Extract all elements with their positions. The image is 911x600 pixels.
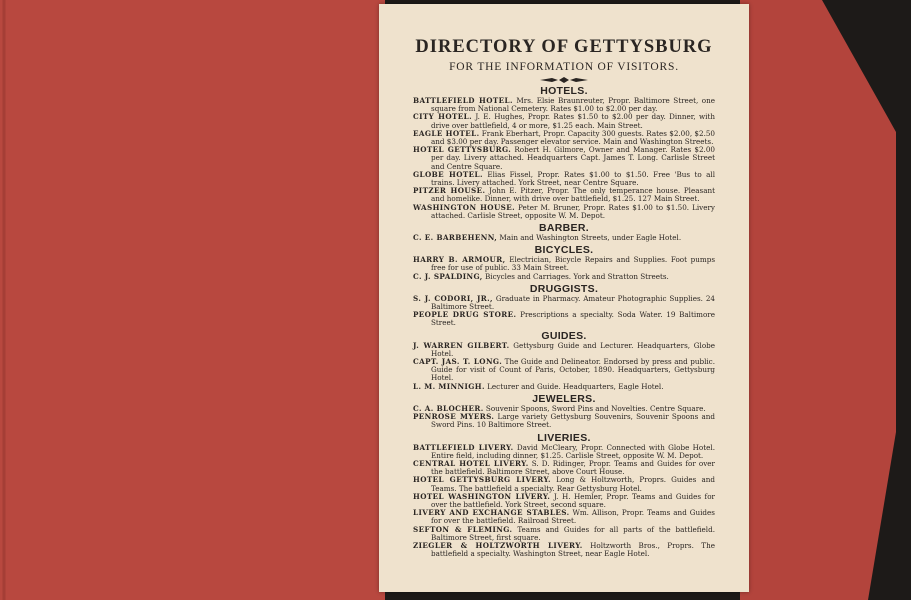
directory-entry bbox=[413, 526, 715, 542]
entry-name: HOTEL WASHINGTON LIVERY. bbox=[413, 491, 551, 501]
entry-name: BATTLEFIELD HOTEL. bbox=[413, 96, 513, 105]
entry-name: PITZER HOUSE. bbox=[413, 186, 486, 196]
entry-name: LIVERY AND EXCHANGE STABLES. bbox=[413, 508, 570, 518]
entry-text: John E. Pitzer, Propr. The only temperance house. Pleasant and homelike. Dinner, with drive over battlefield, $1.25. 127 Main Street. bbox=[431, 186, 716, 204]
directory-entry bbox=[413, 171, 715, 187]
entry-name: HARRY B. ARMOUR, bbox=[413, 255, 506, 265]
entry-text: Gettysburg Guide and Lecturer. Headquarters, Globe Hotel. bbox=[431, 340, 716, 358]
section-liveries bbox=[413, 432, 715, 559]
directory-entry bbox=[413, 413, 715, 429]
section-heading: HOTELS. bbox=[540, 85, 588, 97]
entry-text: Graduate in Pharmacy. Amateur Photographic Supplies. 24 Baltimore Street. bbox=[431, 293, 715, 312]
entry-text: Main and Washington Streets, under Eagle Hotel. bbox=[497, 233, 682, 243]
directory-page bbox=[379, 4, 749, 592]
directory-entry bbox=[413, 358, 715, 383]
entry-text: Peter M. Bruner, Propr. Rates $1.00 to $1.50. Livery attached. Carlisle Street, opposite W. M. Depot. bbox=[431, 202, 715, 220]
entry-name: SEFTON & FLEMING. bbox=[413, 524, 513, 534]
directory-entry bbox=[413, 444, 715, 460]
entry-name: C. A. BLOCHER. bbox=[413, 403, 484, 413]
directory-entry bbox=[413, 234, 715, 242]
entry-name: CITY HOTEL. bbox=[413, 112, 472, 122]
entry-name: EAGLE HOTEL. bbox=[413, 128, 480, 138]
cover-left-panel bbox=[0, 0, 385, 600]
directory-entry bbox=[413, 295, 715, 311]
section-heading: BARBER. bbox=[539, 222, 589, 235]
section-guides bbox=[413, 330, 715, 391]
section-heading: LIVERIES. bbox=[537, 431, 591, 444]
section-druggists bbox=[413, 283, 715, 328]
entry-text: Teams and Guides for all parts of the battlefield. Baltimore Street, first square. bbox=[431, 524, 715, 542]
directory-entry bbox=[413, 204, 715, 220]
entry-text: Wm. Allison, Propr. Teams and Guides for over the battlefield. Railroad Street. bbox=[431, 508, 715, 526]
entry-text: Mrs. Elsie Braunreuter, Propr. Baltimore Street, one square from National Cemetery. Rates $1.00 to $2.00 per day. bbox=[431, 96, 715, 114]
entry-name: CENTRAL HOTEL LIVERY. bbox=[413, 458, 529, 468]
entry-name: CAPT. JAS. T. LONG. bbox=[413, 357, 503, 367]
directory-entry bbox=[413, 493, 715, 509]
entry-text: Robert H. Gilmore, Owner and Manager. Rates $2.00 per day. Livery attached. Headquarters Capt. James T. Long. Carlisle Street and Centre Square. bbox=[431, 145, 715, 171]
entry-name: PENROSE MYERS. bbox=[413, 412, 495, 422]
entry-name: L. M. MINNIGH. bbox=[413, 381, 485, 391]
entry-text: Large variety Gettysburg Souvenirs, Souvenir Spoons and Sword Pins. 10 Baltimore Street. bbox=[431, 412, 716, 430]
directory-entry bbox=[413, 342, 715, 358]
section-heading: JEWELERS. bbox=[532, 392, 596, 405]
entry-text: Electrician, Bicycle Repairs and Supplies. Foot pumps free for use of public. 33 Main Street. bbox=[431, 255, 716, 273]
entry-text: David McCleary, Propr. Connected with Globe Hotel. Entire field, including dinner, $1.25. Carlisle Street, opposite W. M. Depot. bbox=[431, 442, 715, 460]
entry-text: Prescriptions a specialty. Soda Water. 19 Baltimore Street. bbox=[431, 310, 715, 328]
section-jewelers bbox=[413, 393, 715, 430]
directory-entry bbox=[413, 187, 715, 203]
directory-entry bbox=[413, 542, 715, 558]
section-barber bbox=[413, 222, 715, 242]
page-title: DIRECTORY OF GETTYSBURG bbox=[415, 37, 713, 57]
directory-entry bbox=[413, 146, 715, 171]
entry-text: S. D. Ridinger, Propr. Teams and Guides for over the battlefield. Baltimore Street, above Court House. bbox=[431, 458, 715, 477]
section-heading: DRUGGISTS. bbox=[529, 282, 599, 295]
entry-name: S. J. CODORI, JR., bbox=[413, 293, 493, 303]
directory-entry bbox=[413, 130, 715, 146]
entry-text: Lecturer and Guide. Headquarters, Eagle Hotel. bbox=[484, 381, 664, 391]
section-heading: BICYCLES. bbox=[534, 244, 594, 257]
entry-text: J. E. Hughes, Propr. Rates $1.50 to $2.00 per day. Dinner, with drive over battlefield, 4 or more, $1.25 each. Main Street. bbox=[431, 112, 715, 130]
directory-entry bbox=[413, 113, 715, 129]
page-subtitle: FOR THE INFORMATION OF VISITORS. bbox=[449, 61, 679, 73]
entry-text: Souvenir Spoons, Sword Pins and Novelties. Centre Square. bbox=[483, 403, 706, 413]
entry-name: ZIEGLER & HOLTZWORTH LIVERY. bbox=[413, 540, 583, 550]
entry-text: The Guide and Delineator. Endorsed by press and public. Guide for visit of Count of Paris, October, 1890. Headquarters, Gettysburg Hotel. bbox=[431, 357, 715, 383]
entry-name: WASHINGTON HOUSE. bbox=[413, 202, 515, 212]
directory-entry bbox=[413, 311, 715, 327]
directory-entry bbox=[413, 97, 715, 113]
directory-entry bbox=[413, 273, 715, 281]
entry-name: J. WARREN GILBERT. bbox=[413, 340, 510, 350]
directory-entry bbox=[413, 460, 715, 476]
entry-text: Bicycles and Carriages. York and Stratton Streets. bbox=[482, 271, 669, 281]
directory-entry bbox=[413, 383, 715, 391]
entry-name: HOTEL GETTYSBURG. bbox=[413, 145, 512, 155]
entry-name: BATTLEFIELD LIVERY. bbox=[413, 442, 514, 452]
entry-name: C. E. BARBEHENN, bbox=[413, 233, 498, 243]
entry-text: Frank Eberhart, Propr. Capacity 300 guests. Rates $2.00, $2.50 and $3.00 per day. Passenger elevator service. Main and Washington Streets. bbox=[431, 128, 715, 147]
directory-entry bbox=[413, 476, 715, 492]
entry-text: Holtzworth Bros., Proprs. The battlefield a specialty. Washington Street, near Eagle Hotel. bbox=[431, 540, 715, 559]
entry-name: GLOBE HOTEL. bbox=[413, 169, 483, 179]
entry-name: C. J. SPALDING, bbox=[413, 271, 483, 281]
ornament-divider-icon bbox=[540, 77, 588, 83]
entry-name: PEOPLE DRUG STORE. bbox=[413, 310, 517, 320]
section-heading: GUIDES. bbox=[541, 329, 587, 342]
directory-sections bbox=[413, 85, 715, 558]
entry-name: HOTEL GETTYSBURG LIVERY. bbox=[413, 475, 551, 485]
cover-right-flap bbox=[740, 0, 896, 600]
directory-entry bbox=[413, 509, 715, 525]
entry-text: Long & Holtzworth, Proprs. Guides and Teams. The battlefield a specialty. Rear Gettysburg Hotel. bbox=[431, 475, 715, 493]
directory-entry bbox=[413, 256, 715, 272]
entry-text: Elias Fissel, Propr. Rates $1.00 to $1.50. Free 'Bus to all trains. Livery attached. York Street, near Centre Square. bbox=[431, 169, 715, 188]
entry-text: J. H. Hemler, Propr. Teams and Guides for over the battlefield. York Street, second square. bbox=[431, 491, 715, 509]
section-bicycles bbox=[413, 244, 715, 281]
section-hotels bbox=[413, 85, 715, 220]
